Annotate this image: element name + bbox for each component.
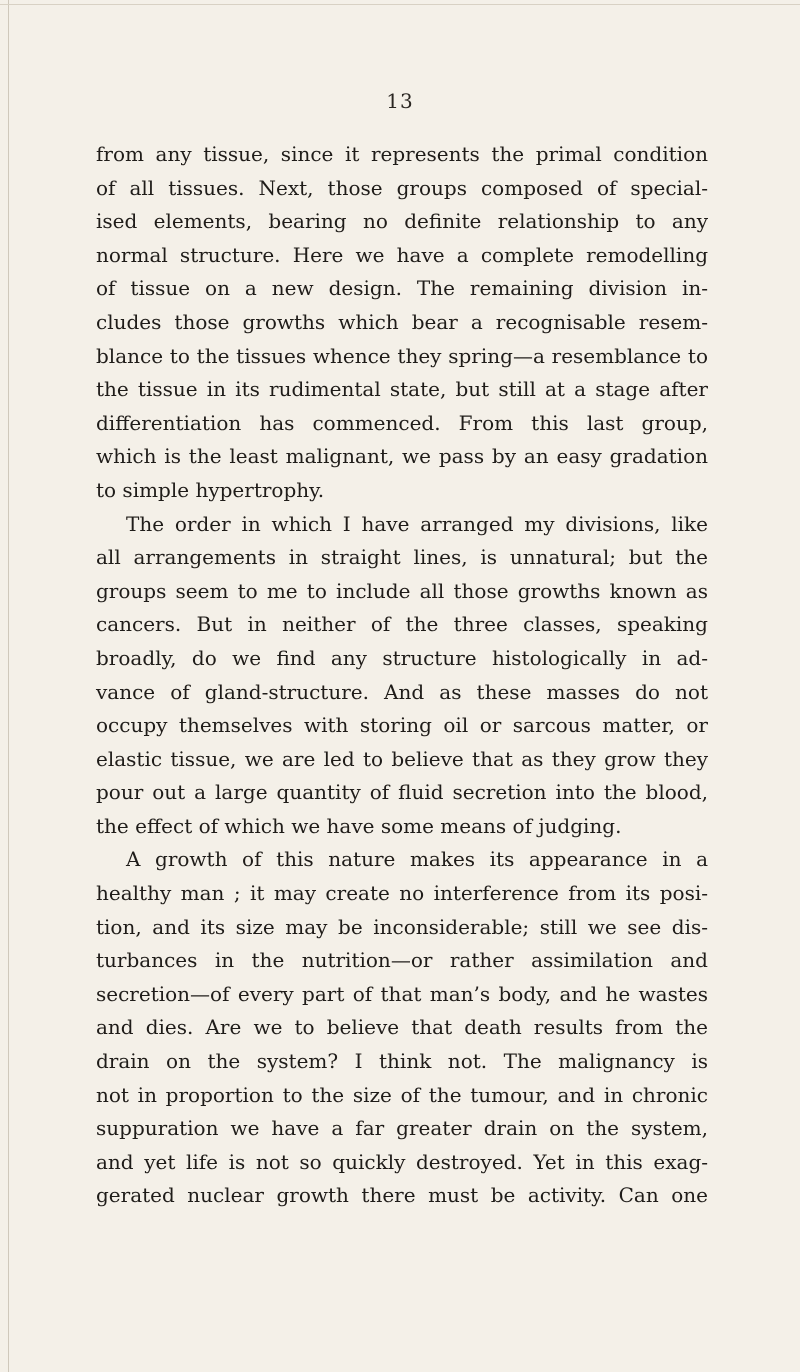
- text-line: broadly, do we find any structure histologically in ad-: [96, 645, 708, 670]
- text-line: normal structure. Here we have a complete remodelling: [96, 242, 708, 267]
- text-line: blance to the tissues whence they spring—a resemblance to: [96, 343, 708, 368]
- text-line: to simple hypertrophy.: [96, 477, 325, 502]
- text-line: of all tissues. Next, those groups composed of special-: [96, 175, 708, 200]
- text-line: from any tissue, since it represents the primal condition: [96, 142, 708, 166]
- page-edge-top: [0, 4, 800, 5]
- text-line: pour out a large quantity of fluid secretion into the blood,: [96, 780, 708, 805]
- text-line: vance of gland-structure. And as these masses do not: [96, 679, 708, 704]
- text-line: all arrangements in straight lines, is unnatural; but the: [96, 545, 708, 570]
- paragraph: [96, 508, 708, 844]
- text-line: occupy themselves with storing oil or sarcous matter, or: [96, 713, 708, 738]
- page-edge-left: [8, 0, 9, 1372]
- text-line: cludes those growths which bear a recognisable resem-: [96, 309, 708, 334]
- text-line: cancers. But in neither of the three classes, speaking: [96, 612, 708, 637]
- text-line: of tissue on a new design. The remaining division in-: [96, 276, 708, 301]
- text-line: the effect of which we have some means of judging.: [96, 813, 622, 838]
- text-line: the tissue in its rudimental state, but still at a stage after: [96, 377, 708, 402]
- text-line: differentiation has commenced. From this last group,: [96, 410, 708, 435]
- text-line: which is the least malignant, we pass by an easy gradation: [96, 444, 708, 469]
- text-line: not in proportion to the size of the tumour, and in chronic: [96, 1082, 708, 1107]
- text-line: A growth of this nature makes its appearance in a: [126, 847, 708, 872]
- paragraph: [96, 843, 708, 1213]
- text-line: secretion—of every part of that man’s body, and he wastes: [96, 981, 708, 1006]
- text-line: and dies. Are we to believe that death results from the: [96, 1015, 708, 1040]
- text-line: and yet life is not so quickly destroyed. Yet in this exag-: [96, 1149, 708, 1174]
- text-line: tion, and its size may be inconsiderable; still we see dis-: [96, 914, 708, 939]
- text-line: drain on the system? I think not. The malignancy is: [96, 1049, 708, 1074]
- body-text: [96, 138, 708, 1213]
- text-line: healthy man ; it may create no interference from its posi-: [96, 881, 708, 906]
- text-line: groups seem to me to include all those growths known as: [96, 578, 708, 603]
- text-line: The order in which I have arranged my divisions, like: [126, 511, 708, 536]
- paragraph: [96, 138, 708, 508]
- page-number: 13: [386, 89, 414, 113]
- text-line: suppuration we have a far greater drain on the system,: [96, 1116, 708, 1141]
- text-line: ised elements, bearing no definite relationship to any: [96, 209, 708, 234]
- text-line: gerated nuclear growth there must be activity. Can one: [96, 1183, 708, 1208]
- text-line: elastic tissue, we are led to believe that as they grow they: [96, 746, 708, 771]
- text-line: turbances in the nutrition—or rather assimilation and: [96, 948, 708, 973]
